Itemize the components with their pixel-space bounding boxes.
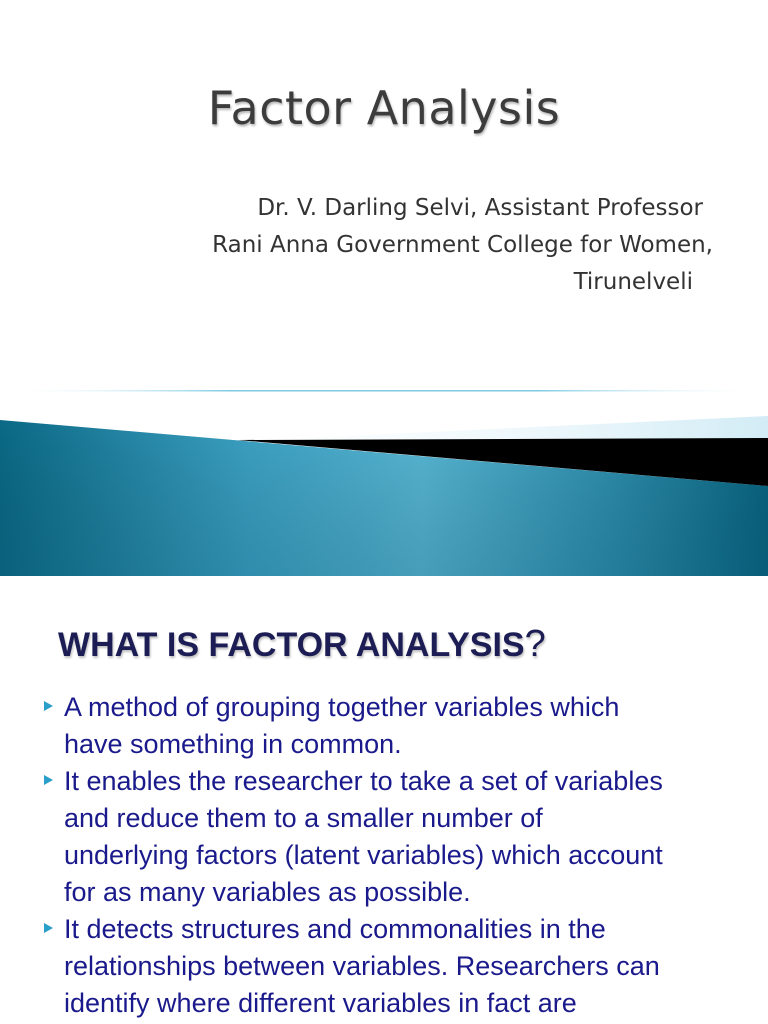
content-slide xyxy=(0,576,768,1024)
heading-question-mark: ? xyxy=(524,623,546,665)
city-line: Tirunelveli xyxy=(573,269,693,295)
bullet-line: identify where different variables in fact are xyxy=(64,988,577,1018)
author-block xyxy=(53,190,713,301)
bullet-line: It enables the researcher to take a set of variables xyxy=(64,766,663,796)
bullet-line: relationships between variables. Researchers can xyxy=(64,951,660,981)
bullet-list xyxy=(0,689,768,1022)
bullet-line: for as many variables as possible. xyxy=(64,877,471,907)
slide-title: Factor Analysis xyxy=(207,81,561,135)
triangle-right-icon xyxy=(44,775,53,785)
bullet-line: have something in common. xyxy=(64,729,402,759)
affiliation-line: Rani Anna Government College for Women, xyxy=(212,232,713,258)
decorative-band xyxy=(0,380,768,576)
slide-heading xyxy=(58,622,546,667)
heading-text: WHAT IS FACTOR ANALYSIS xyxy=(58,626,525,664)
author-line: Dr. V. Darling Selvi, Assistant Professor xyxy=(257,195,703,221)
pale-wedge xyxy=(260,416,768,440)
bullet-line: and reduce them to a smaller number of xyxy=(64,803,543,833)
bullet-line: underlying factors (latent variables) which account xyxy=(64,840,663,870)
bullet-line: It detects structures and commonalities in the xyxy=(64,914,606,944)
triangle-right-icon xyxy=(44,923,53,933)
bullet-item xyxy=(0,689,768,763)
bullet-line: A method of grouping together variables which xyxy=(64,692,620,722)
bullet-item xyxy=(0,763,768,911)
divider-line xyxy=(0,390,768,392)
triangle-right-icon xyxy=(44,701,53,711)
bullet-item xyxy=(0,911,768,1022)
